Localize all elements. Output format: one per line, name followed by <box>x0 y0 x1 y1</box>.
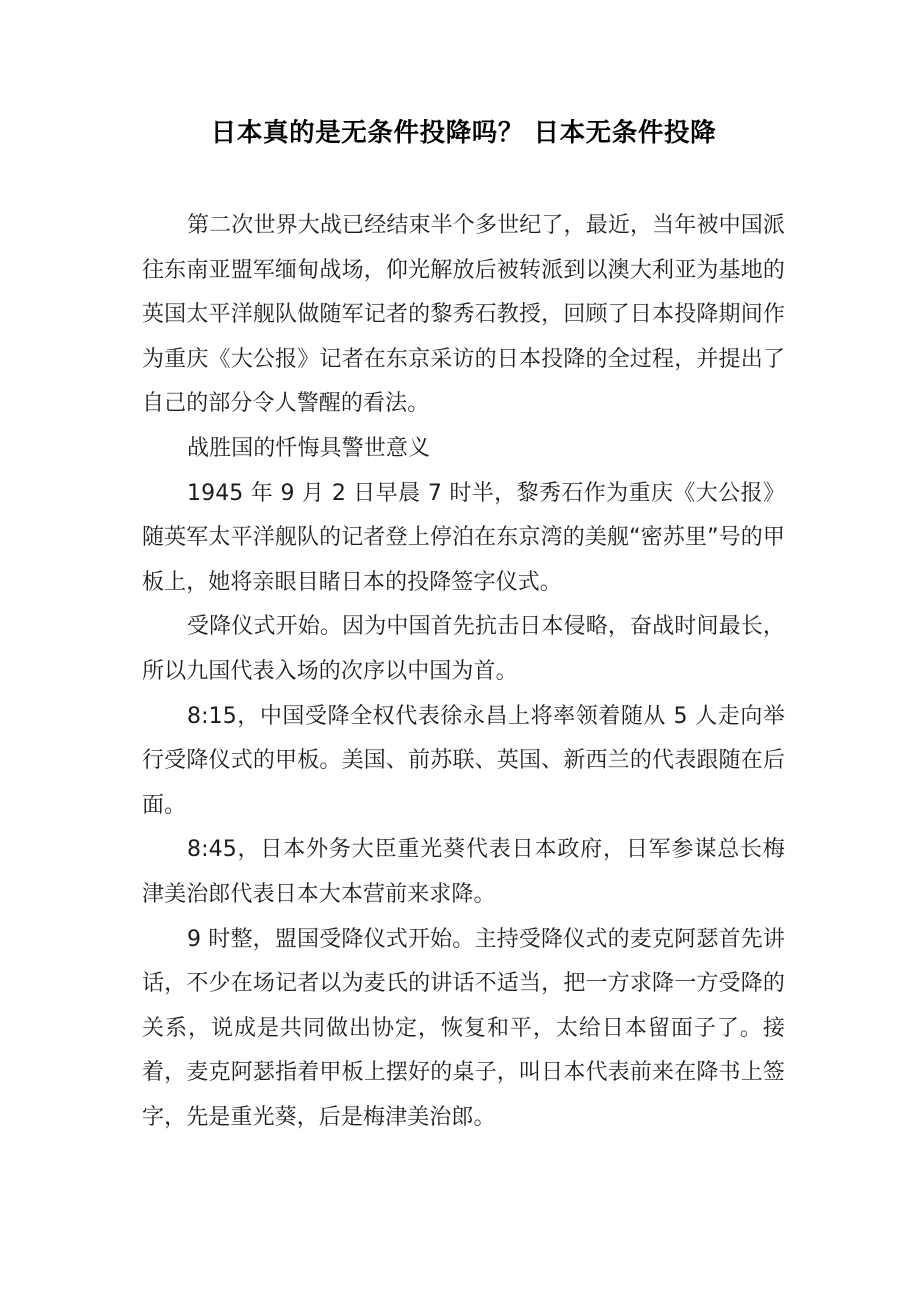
paragraph: 战胜国的忏悔具警世意义 <box>187 435 431 461</box>
document-body <box>142 204 785 1140</box>
page-title: 日本真的是无条件投降吗？ 日本无条件投降 <box>210 118 717 148</box>
paragraph: 8:45，日本外务大臣重光葵代表日本政府，日军参谋总长梅津美治郎代表日本大本营前来求降。 <box>142 837 785 907</box>
paragraph: 9 时整，盟国受降仪式开始。主持受降仪式的麦克阿瑟首先讲话，不少在场记者以为麦氏的讲话不适当，把一方求降一方受降的关系，说成是共同做出协定，恢复和平，太给日本留面子了。接着，麦克阿瑟指着甲板上摆好的桌子，叫日本代表前来在降书上签字，先是重光葵，后是梅津美治郎。 <box>142 926 785 1130</box>
paragraph: 8:15，中国受降全权代表徐永昌上将率领着随从 5 人走向举行受降仪式的甲板。美国、前苏联、英国、新西兰的代表跟随在后面。 <box>142 703 785 818</box>
paragraph: 1945 年 9 月 2 日早晨 7 时半，黎秀石作为重庆《大公报》随英军太平洋舰队的记者登上停泊在东京湾的美舰“密苏里”号的甲板上，她将亲眼目睹日本的投降签字仪式。 <box>142 480 785 595</box>
paragraph: 第二次世界大战已经结束半个多世纪了，最近，当年被中国派往东南亚盟军缅甸战场，仰光解放后被转派到以澳大利亚为基地的英国太平洋舰队做随军记者的黎秀石教授，回顾了日本投降期间作为重庆《大公报》记者在东京采访的日本投降的全过程，并提出了自己的部分令人警醒的看法。 <box>142 213 785 417</box>
paragraph: 受降仪式开始。因为中国首先抗击日本侵略，奋战时间最长，所以九国代表入场的次序以中国为首。 <box>142 614 785 684</box>
